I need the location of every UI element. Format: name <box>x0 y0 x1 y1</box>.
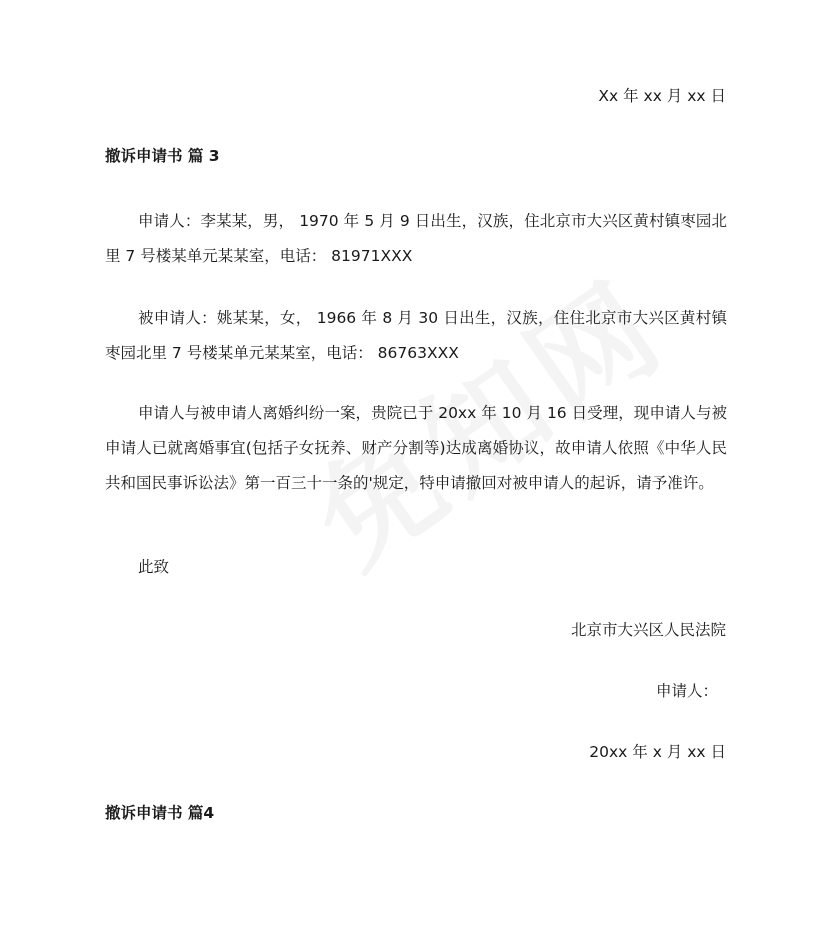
salutation: 此致 <box>138 558 170 576</box>
sign-date: 20xx 年 x 月 xx 日 <box>589 743 726 761</box>
next-section-title: 撤诉申请书 篇4 <box>105 804 215 822</box>
court-name: 北京市大兴区人民法院 <box>570 621 726 639</box>
respondent-paragraph: 被申请人：姚某某，女， 1966 年 8 月 30 日出生，汉族，住住北京市大兴区黄村镇枣园北里 7 号楼某单元某某室，电话： 86763XXX <box>105 309 727 362</box>
applicant-paragraph: 申请人：李某某，男， 1970 年 5 月 9 日出生，汉族，住北京市大兴区黄村镇枣园北里 7 号楼某单元某某室，电话： 81971XXX <box>105 212 727 265</box>
signature-label: 申请人： <box>655 682 718 700</box>
header-date: Xx 年 xx 月 xx 日 <box>598 87 726 105</box>
body-paragraph: 申请人与被申请人离婚纠纷一案，贵院已于 20xx 年 10 月 16 日受理，现申请人与被申请人已就离婚事宜(包括子女抚养、财产分割等)达成离婚协议，故申请人依照《中华人民共和国民事诉讼法》第一百三十一条的'规定，特申请撤回对被申请人的起诉，请予准许。 <box>105 404 727 492</box>
section-title: 撤诉申请书 篇 3 <box>105 147 220 165</box>
